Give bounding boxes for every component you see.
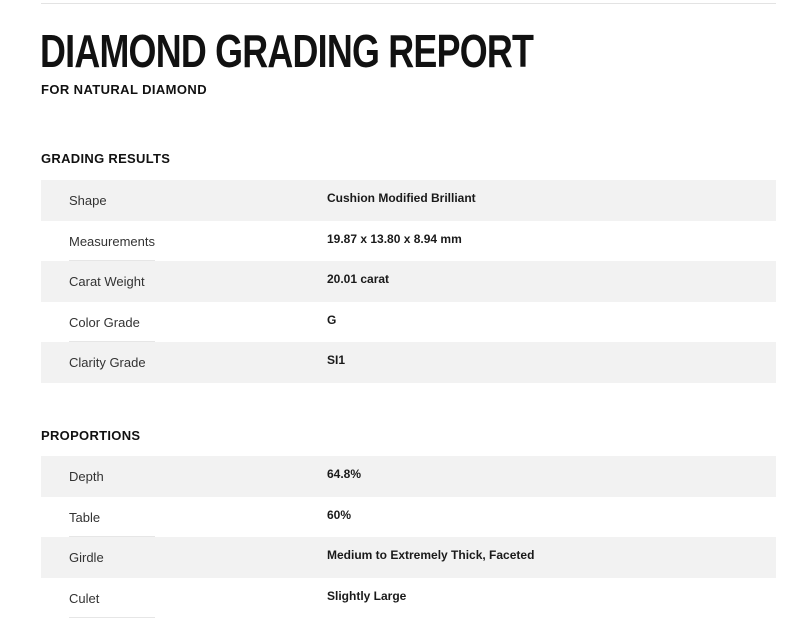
row-value-depth: 64.8% — [327, 467, 362, 481]
table-row — [41, 221, 776, 262]
row-label-depth: Depth — [69, 469, 104, 484]
row-value-clarity-grade: SI1 — [327, 353, 346, 367]
row-value-girdle: Medium to Extremely Thick, Faceted — [327, 548, 535, 562]
row-value-carat-weight: 20.01 carat — [327, 272, 390, 286]
table-row — [41, 537, 776, 578]
row-label-color-grade: Color Grade — [69, 314, 140, 330]
row-value-table: 60% — [327, 507, 352, 522]
row-label-culet: Culet — [69, 590, 100, 606]
proportions-heading: PROPORTIONS — [41, 428, 141, 443]
row-value-shape: Cushion Modified Brilliant — [327, 191, 476, 205]
row-value-culet: Slightly Large — [327, 588, 407, 603]
row-label-table: Table — [69, 509, 101, 525]
grading-results-table — [41, 180, 776, 383]
table-row — [41, 456, 776, 497]
table-row — [41, 497, 776, 538]
report-title: DIAMOND GRADING REPORT — [40, 25, 534, 77]
table-row — [41, 578, 776, 619]
proportions-table — [41, 456, 776, 618]
row-label-girdle: Girdle — [69, 550, 104, 565]
row-value-color-grade: G — [327, 312, 337, 327]
table-row — [41, 180, 776, 221]
table-row — [41, 261, 776, 302]
row-divider — [69, 617, 155, 618]
row-label-carat-weight: Carat Weight — [69, 274, 145, 289]
table-row — [41, 342, 776, 383]
row-label-clarity-grade: Clarity Grade — [69, 355, 146, 370]
grading-results-heading: GRADING RESULTS — [41, 151, 171, 166]
report-subtitle: FOR NATURAL DIAMOND — [41, 82, 207, 97]
table-row — [41, 302, 776, 343]
row-label-shape: Shape — [69, 193, 107, 208]
row-value-measurements: 19.87 x 13.80 x 8.94 mm — [327, 231, 462, 246]
row-label-measurements: Measurements — [69, 233, 155, 249]
top-divider — [41, 0, 776, 4]
